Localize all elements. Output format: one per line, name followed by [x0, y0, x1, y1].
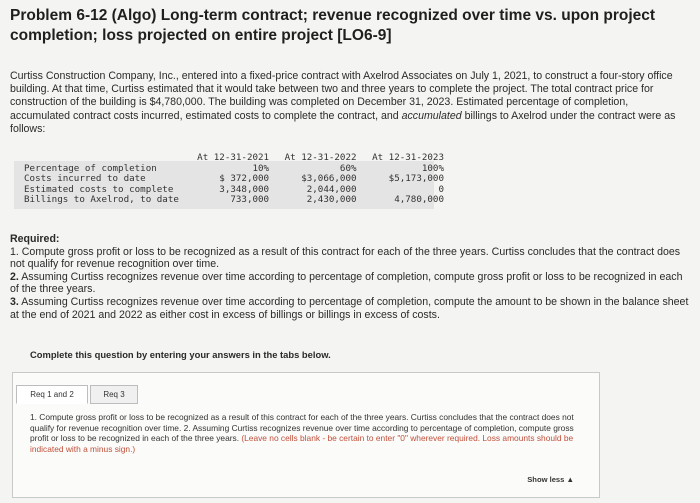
- table-row: [16, 174, 446, 185]
- required-item-2-num: 2.: [10, 270, 19, 283]
- required-section: [10, 233, 690, 321]
- cell-value: 733,000: [230, 194, 270, 205]
- intro-text-1: Curtiss Construction Company, Inc., entered into a fixed-price contract with Axelrod Associates on July 1, 2021, to construct a four-story office building. At that time, Curtiss estimated that it would take between two and three years to complete the project. The total contract price for construction of the building is $4,780,000. The building was completed on December 31, 2023. Estimated percentage of completion, accumulated contract costs incurred, estimated costs to complete the contract, and: [10, 70, 673, 122]
- required-item-3-num: 3.: [10, 295, 19, 308]
- row-label: Billings to Axelrod, to date: [24, 194, 179, 205]
- panel-instructions: [30, 412, 590, 454]
- col-header-2022: At 12-31-2022: [284, 152, 357, 163]
- cell-value: 2,430,000: [306, 194, 357, 205]
- contract-data-table: [16, 153, 446, 206]
- col-header-2021: At 12-31-2021: [197, 152, 270, 163]
- instruction-text: Complete this question by entering your answers in the tabs below.: [30, 349, 331, 360]
- cell-value: 100%: [421, 162, 444, 174]
- required-item-3-text: Assuming Curtiss recognizes revenue over time according to percentage of completion, compute the amount to be shown in the balance sheet at the end of 2021 and 2022 as either cost in excess of billings or billings in excess of costs.: [10, 295, 689, 321]
- cell-value: 10%: [252, 162, 270, 174]
- tab-req-3[interactable]: Req 3: [90, 385, 138, 404]
- problem-title: Problem 6-12 (Algo) Long-term contract; revenue recognized over time vs. upon project completion; loss projected on entire project [LO6-9]: [10, 7, 656, 44]
- cell-value: $5,173,000: [388, 173, 444, 184]
- table-header-row: [16, 153, 446, 164]
- cell-value: 4,780,000: [394, 194, 444, 205]
- cell-value: 0: [438, 183, 444, 195]
- cell-value: 3,348,000: [219, 183, 270, 195]
- panel-note: (Leave no cells blank - be certain to enter "0" wherever required. Loss amounts should be indicated with a minus sign.): [30, 433, 574, 454]
- intro-italic: accumulated: [401, 109, 462, 122]
- col-header-2023: At 12-31-2023: [372, 152, 444, 163]
- required-item-2: [10, 271, 690, 296]
- cell-value: 2,044,000: [306, 183, 357, 195]
- panel-main-text: 1. Compute gross profit or loss to be recognized as a result of this contract for each of the three years. Curtiss concludes that the contract does not qualify for revenue recognition over time. 2. Assuming Curtiss recognizes revenue over time according to percentage of completion, compute gross profit or loss to be recognized in each of the three years.: [30, 412, 574, 444]
- required-item-1: 1. Compute gross profit or loss to be recognized as a result of this contract for each of the three years. Curtiss concludes that the contract does not qualify for revenue recognition over time.: [10, 245, 681, 271]
- table-row: [16, 195, 446, 206]
- row-label: Estimated costs to complete: [24, 183, 174, 195]
- problem-intro: [10, 70, 690, 136]
- row-label: Percentage of completion: [24, 162, 157, 174]
- cell-value: $3,066,000: [301, 173, 357, 184]
- show-less-button[interactable]: Show less ▲: [527, 475, 574, 484]
- table-header-empty: [16, 153, 184, 164]
- required-heading: Required:: [10, 233, 60, 245]
- intro-text-2: billings to Axelrod under the contract were as follows:: [10, 109, 676, 135]
- required-item-3: [10, 296, 690, 321]
- row-label: Costs incurred to date: [24, 173, 146, 184]
- cell-value: $ 372,000: [219, 173, 270, 184]
- required-item-2-text: Assuming Curtiss recognizes revenue over time according to percentage of completion, compute gross profit or loss to be recognized in each of the three years.: [10, 270, 683, 296]
- tab-req-1-and-2[interactable]: Req 1 and 2: [16, 385, 88, 404]
- cell-value: 60%: [339, 162, 357, 174]
